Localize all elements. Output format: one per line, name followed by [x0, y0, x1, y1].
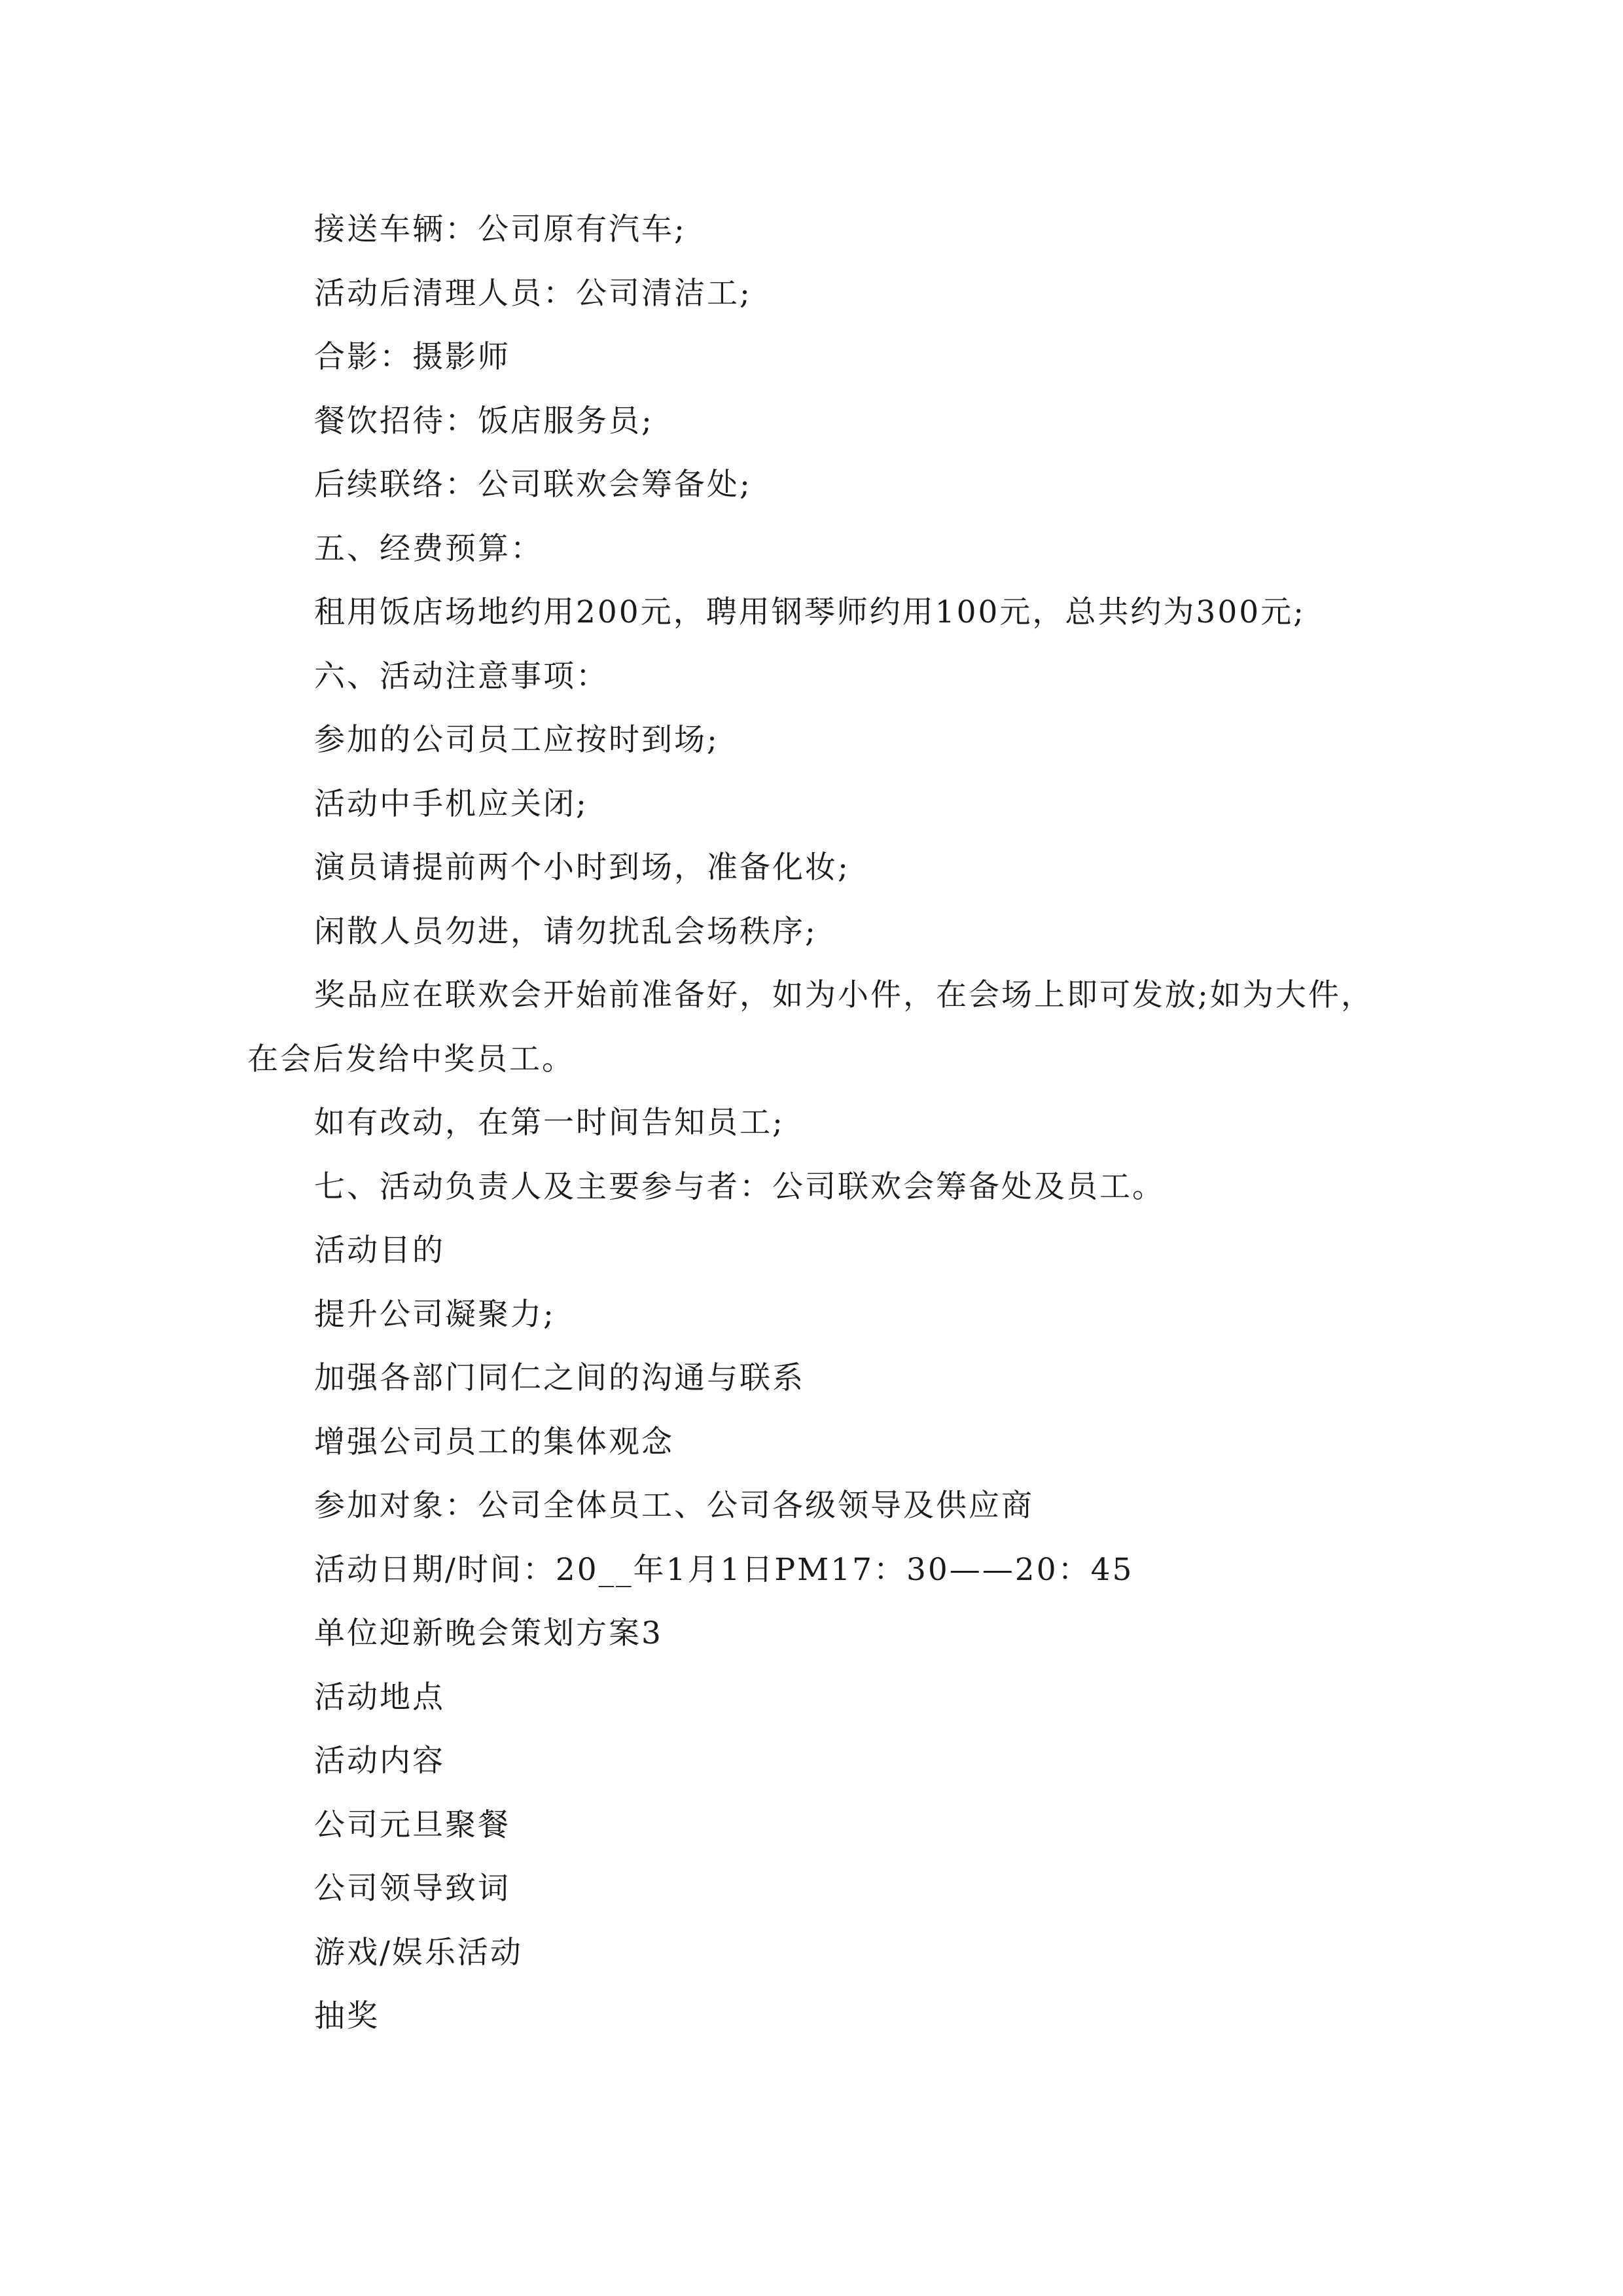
paragraph: 闲散人员勿进，请勿扰乱会场秩序; — [314, 913, 817, 950]
paragraph: 奖品应在联欢会开始前准备好，如为小件，在会场上即可发放;如为大件， — [314, 977, 1374, 1013]
paragraph: 如有改动，在第一时间告知员工; — [314, 1105, 785, 1141]
paragraph: 接送车辆：公司原有汽车; — [314, 211, 687, 247]
paragraph: 增强公司员工的集体观念 — [314, 1424, 674, 1460]
paragraph: 参加的公司员工应按时到场; — [314, 722, 719, 758]
section-heading: 七、活动负责人及主要参与者：公司联欢会筹备处及员工。 — [314, 1168, 1165, 1205]
paragraph: 加强各部门同仁之间的沟通与联系 — [314, 1360, 805, 1396]
paragraph: 租用饭店场地约用200元，聘用钢琴师约用100元，总共约为300元; — [314, 594, 1306, 630]
paragraph: 餐饮招待：饭店服务员; — [314, 403, 654, 439]
paragraph: 演员请提前两个小时到场，准备化妆; — [314, 850, 850, 886]
paragraph: 提升公司凝聚力; — [314, 1296, 556, 1333]
paragraph: 公司元旦聚餐 — [314, 1806, 510, 1843]
paragraph: 抽奖 — [314, 1998, 380, 2034]
section-heading: 五、经费预算： — [314, 530, 543, 567]
paragraph: 活动目的 — [314, 1232, 445, 1268]
section-title: 单位迎新晚会策划方案3 — [314, 1615, 663, 1651]
paragraph: 活动后清理人员：公司清洁工; — [314, 275, 752, 312]
paragraph-continuation: 在会后发给中奖员工。 — [247, 1041, 575, 1077]
paragraph: 合影：摄影师 — [314, 339, 510, 375]
paragraph: 参加对象：公司全体员工、公司各级领导及供应商 — [314, 1488, 1034, 1524]
paragraph: 后续联络：公司联欢会筹备处; — [314, 467, 752, 503]
paragraph: 活动日期/时间：20__年1月1日PM17：30——20：45 — [314, 1551, 1134, 1588]
paragraph: 公司领导致词 — [314, 1871, 510, 1907]
paragraph: 活动中手机应关闭; — [314, 785, 588, 822]
paragraph: 游戏/娱乐活动 — [314, 1934, 523, 1971]
paragraph: 活动地点 — [314, 1679, 445, 1715]
section-heading: 六、活动注意事项： — [314, 658, 609, 694]
document-body — [247, 198, 1386, 2049]
paragraph: 活动内容 — [314, 1743, 445, 1779]
